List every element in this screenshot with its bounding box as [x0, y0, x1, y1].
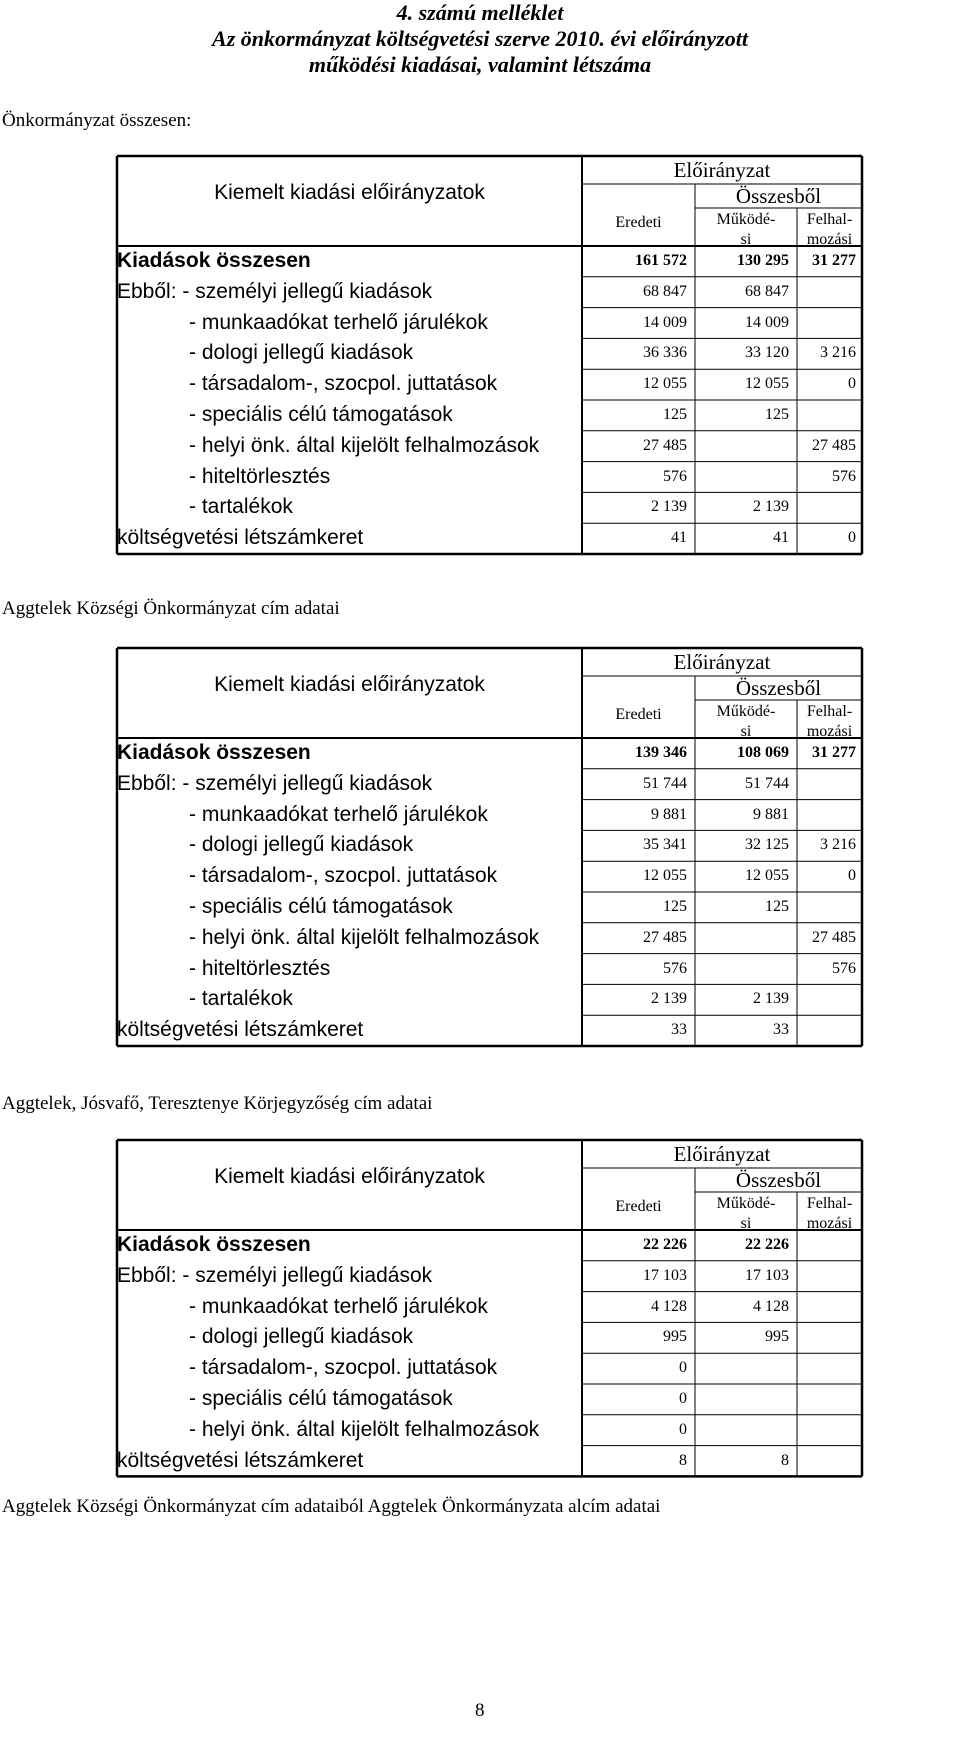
column-header-felhalmozasi-line-2: mozási [806, 1215, 853, 1232]
row-label: - dologi jellegű kiadások [189, 1325, 414, 1349]
cell-eredeti: 33 [671, 1021, 687, 1039]
cell-felhalmozasi [797, 892, 856, 923]
cell-felhalmozasi [797, 800, 856, 831]
cell-eredeti: 139 346 [635, 744, 687, 761]
cell-mukodesi: 8 [781, 1451, 789, 1469]
cell-eredeti: 2 139 [651, 990, 687, 1008]
column-header-eredeti: Eredeti [615, 214, 662, 231]
column-header-eredeti: Eredeti [615, 1198, 662, 1215]
row-label: költségvetési létszámkeret [117, 1448, 364, 1472]
cell-mukodesi [695, 923, 789, 954]
cell-eredeti: 125 [663, 898, 687, 915]
cell-eredeti: 995 [663, 1328, 687, 1346]
column-header-felhalmozasi-line-1: Felhal- [806, 211, 853, 228]
cell-eredeti: 68 847 [643, 282, 687, 300]
column-header-mukodesi-line-2: si [740, 231, 752, 248]
row-label: - helyi önk. által kijelölt felhalmozások [189, 925, 540, 949]
column-header-felhalmozasi [797, 210, 862, 250]
cell-felhalmozasi [797, 769, 856, 800]
cell-felhalmozasi [797, 1384, 856, 1415]
cell-felhalmozasi [797, 1415, 856, 1446]
cell-felhalmozasi [797, 1292, 856, 1323]
cell-mukodesi: 130 295 [737, 252, 789, 269]
column-header-eloiranyzat: Előirányzat [673, 650, 771, 674]
cell-eredeti: 12 055 [643, 867, 687, 885]
cell-mukodesi: 12 055 [745, 375, 789, 393]
cell-mukodesi: 9 881 [753, 805, 789, 823]
cell-felhalmozasi [797, 492, 856, 523]
section-title-korjegyzoseg: Aggtelek, Jósvafő, Teresztenye Körjegyzőség cím adatai [2, 1093, 433, 1114]
cell-eredeti: 0 [679, 1359, 687, 1377]
cell-felhalmozasi: 31 277 [812, 744, 856, 761]
cell-felhalmozasi [797, 277, 856, 308]
cell-felhalmozasi: 3 216 [820, 836, 856, 854]
column-header-eloiranyzat: Előirányzat [673, 158, 771, 182]
cell-eredeti: 4 128 [651, 1297, 687, 1315]
cell-eredeti: 27 485 [643, 436, 687, 454]
cell-eredeti: 41 [671, 529, 687, 547]
row-label: - speciális célú támogatások [189, 403, 453, 426]
cell-eredeti: 12 055 [643, 375, 687, 393]
column-header-mukodesi-line-1: Működé- [716, 211, 776, 228]
cell-eredeti: 27 485 [643, 928, 687, 946]
cell-eredeti: 9 881 [651, 805, 687, 823]
row-label: - dologi jellegű kiadások [189, 341, 414, 365]
column-header-felhalmozasi-line-2: mozási [806, 231, 853, 248]
cell-eredeti: 51 744 [643, 774, 687, 792]
cell-eredeti: 36 336 [643, 344, 687, 362]
cell-mukodesi: 17 103 [745, 1266, 789, 1284]
cell-mukodesi [695, 954, 789, 985]
column-header-osszesbol: Összesből [735, 1168, 822, 1192]
column-header-eredeti: Eredeti [615, 706, 662, 723]
row-label: - helyi önk. által kijelölt felhalmozások [189, 1417, 540, 1441]
cell-eredeti: 35 341 [643, 836, 687, 854]
column-header-mukodesi [695, 1194, 797, 1234]
cell-felhalmozasi: 27 485 [812, 436, 856, 454]
cell-mukodesi: 33 [773, 1021, 789, 1039]
cell-mukodesi: 68 847 [745, 282, 789, 300]
section-title-total: Önkormányzat összesen: [2, 110, 192, 131]
cell-mukodesi [695, 462, 789, 493]
row-label: - társadalom-, szocpol. juttatások [189, 1356, 498, 1380]
row-label: - dologi jellegű kiadások [189, 833, 414, 857]
cell-felhalmozasi [797, 308, 856, 339]
cell-mukodesi: 32 125 [745, 836, 789, 854]
cell-mukodesi [695, 1353, 789, 1384]
cell-eredeti: 22 226 [643, 1236, 687, 1253]
cell-felhalmozasi [797, 1446, 856, 1477]
cell-felhalmozasi [797, 400, 856, 431]
cell-felhalmozasi: 31 277 [812, 252, 856, 269]
cell-felhalmozasi: 0 [848, 375, 856, 393]
cell-felhalmozasi: 0 [848, 867, 856, 885]
cell-felhalmozasi [797, 1322, 856, 1353]
cell-eredeti: 14 009 [643, 313, 687, 331]
cell-felhalmozasi: 3 216 [820, 344, 856, 362]
column-header-mukodesi [695, 702, 797, 742]
column-header-mukodesi-line-1: Működé- [716, 703, 776, 720]
cell-felhalmozasi [797, 1353, 856, 1384]
row-label: Kiadások összesen [117, 249, 311, 272]
column-header-felhalmozasi [797, 702, 862, 742]
budget-table-total [117, 156, 862, 554]
column-header-mukodesi-line-2: si [740, 723, 752, 740]
budget-table-aggtelek [117, 648, 862, 1046]
row-label: Kiadások összesen [117, 1233, 311, 1256]
cell-felhalmozasi [797, 1015, 856, 1046]
document-title-line-1: Az önkormányzat költségvetési szerve 2010. évi előirányzott [212, 26, 748, 51]
cell-felhalmozasi [797, 1230, 856, 1261]
cell-mukodesi [695, 1415, 789, 1446]
cell-mukodesi: 22 226 [745, 1236, 789, 1253]
column-header-osszesbol: Összesből [735, 676, 822, 700]
cell-mukodesi [695, 431, 789, 462]
cell-eredeti: 576 [663, 959, 687, 977]
cell-mukodesi: 995 [765, 1328, 789, 1346]
row-label: - tartalékok [189, 987, 293, 1011]
column-header-felhalmozasi-line-1: Felhal- [806, 1195, 853, 1212]
column-header-mukodesi-line-1: Működé- [716, 1195, 776, 1212]
cell-mukodesi: 4 128 [753, 1297, 789, 1315]
row-label: Ebből: - személyi jellegű kiadások [117, 1263, 433, 1287]
column-header-label: Kiemelt kiadási előirányzatok [214, 673, 485, 696]
budget-table-korjegyzoseg [117, 1140, 862, 1476]
cell-eredeti: 8 [679, 1451, 687, 1469]
cell-felhalmozasi: 0 [848, 529, 856, 547]
column-header-label: Kiemelt kiadási előirányzatok [214, 181, 485, 204]
cell-eredeti: 0 [679, 1390, 687, 1407]
column-header-felhalmozasi-line-2: mozási [806, 723, 853, 740]
page-number: 8 [475, 1700, 485, 1721]
document-annex-number: 4. számú melléklet [396, 0, 564, 25]
cell-eredeti: 0 [679, 1420, 687, 1438]
column-header-eloiranyzat: Előirányzat [673, 1142, 771, 1166]
cell-mukodesi: 108 069 [737, 744, 789, 761]
column-header-felhalmozasi-line-1: Felhal- [806, 703, 853, 720]
cell-mukodesi: 125 [765, 898, 789, 915]
column-header-label: Kiemelt kiadási előirányzatok [214, 1165, 485, 1188]
cell-eredeti: 2 139 [651, 498, 687, 516]
row-label: - hiteltörlesztés [189, 956, 331, 980]
cell-mukodesi: 33 120 [745, 344, 789, 362]
column-header-mukodesi-line-2: si [740, 1215, 752, 1232]
cell-felhalmozasi: 576 [832, 467, 856, 485]
column-header-osszesbol: Összesből [735, 184, 822, 208]
row-label: - hiteltörlesztés [189, 464, 331, 488]
cell-eredeti: 125 [663, 406, 687, 423]
cell-felhalmozasi: 576 [832, 959, 856, 977]
section-title-aggtelek: Aggtelek Községi Önkormányzat cím adatai [2, 598, 340, 619]
cell-eredeti: 576 [663, 467, 687, 485]
row-label: - társadalom-, szocpol. juttatások [189, 864, 498, 888]
cell-mukodesi: 12 055 [745, 867, 789, 885]
row-label: költségvetési létszámkeret [117, 526, 364, 550]
column-header-felhalmozasi [797, 1194, 862, 1234]
cell-eredeti: 161 572 [635, 252, 687, 269]
cell-mukodesi: 2 139 [753, 990, 789, 1008]
row-label: - speciális célú támogatások [189, 1387, 453, 1410]
row-label: Ebből: - személyi jellegű kiadások [117, 279, 433, 303]
row-label: - társadalom-, szocpol. juttatások [189, 372, 498, 396]
row-label: - tartalékok [189, 495, 293, 519]
footer-note: Aggtelek Községi Önkormányzat cím adataiból Aggtelek Önkormányzata alcím adatai [2, 1496, 661, 1517]
cell-mukodesi [695, 1384, 789, 1415]
cell-felhalmozasi: 27 485 [812, 928, 856, 946]
column-header-mukodesi [695, 210, 797, 250]
cell-felhalmozasi [797, 984, 856, 1015]
row-label: költségvetési létszámkeret [117, 1018, 364, 1042]
cell-mukodesi: 51 744 [745, 774, 789, 792]
cell-mukodesi: 41 [773, 529, 789, 547]
row-label: - helyi önk. által kijelölt felhalmozások [189, 433, 540, 457]
cell-mukodesi: 14 009 [745, 313, 789, 331]
row-label: - munkaadókat terhelő járulékok [189, 1294, 488, 1318]
cell-eredeti: 17 103 [643, 1266, 687, 1284]
row-label: Kiadások összesen [117, 741, 311, 764]
row-label: - munkaadókat terhelő járulékok [189, 310, 488, 334]
cell-felhalmozasi [797, 1261, 856, 1292]
cell-mukodesi: 125 [765, 406, 789, 423]
cell-mukodesi: 2 139 [753, 498, 789, 516]
row-label: Ebből: - személyi jellegű kiadások [117, 771, 433, 795]
row-label: - munkaadókat terhelő járulékok [189, 802, 488, 826]
row-label: - speciális célú támogatások [189, 895, 453, 918]
document-title-line-2: működési kiadásai, valamint létszáma [308, 52, 652, 77]
